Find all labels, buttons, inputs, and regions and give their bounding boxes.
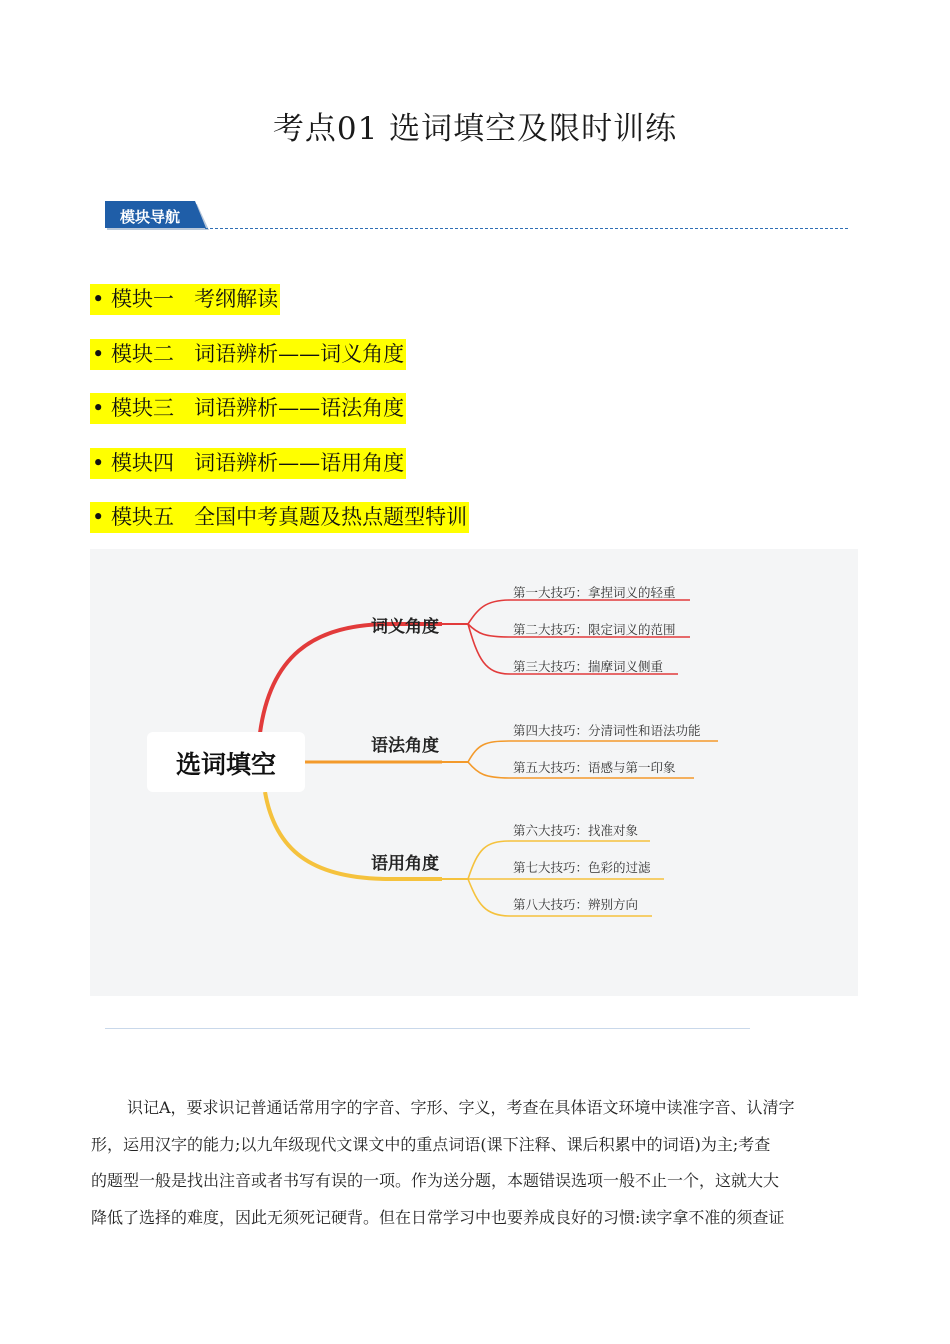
module-item-label: • 模块四 词语辨析——语用角度 (90, 448, 406, 479)
branch-label: 语法角度 (371, 736, 439, 756)
module-item (90, 502, 469, 536)
leaf-label: 第五大技巧：语感与第一印象 (513, 760, 676, 775)
section-nav-tag (105, 200, 205, 230)
leaf-label: 第七大技巧：色彩的过滤 (513, 860, 651, 875)
branch-label: 词义角度 (371, 617, 439, 637)
body-line: 识记A，要求识记普通话常用字的字音、字形、字义，考查在具体语文环境中读准字音、认清字 (127, 1098, 795, 1117)
mind-map-root (147, 732, 305, 792)
section-divider (205, 228, 848, 229)
module-item (90, 284, 469, 318)
mind-map-root-label: 选词填空 (175, 750, 276, 779)
leaf-label: 第二大技巧：限定词义的范围 (513, 622, 676, 637)
section-nav-label: 模块导航 (120, 208, 181, 226)
leaf-label: 第四大技巧：分清词性和语法功能 (513, 723, 701, 738)
module-item-label: • 模块三 词语辨析——语法角度 (90, 393, 406, 424)
body-line: 形，运用汉字的能力;以九年级现代文课文中的重点词语(课下注释、课后积累中的词语)为主;考查 (91, 1134, 771, 1154)
mind-map (90, 549, 858, 996)
content-divider (105, 1028, 750, 1029)
leaf-label: 第三大技巧：揣摩词义侧重 (513, 659, 664, 674)
module-item-label: • 模块二 词语辨析——词义角度 (90, 339, 406, 370)
module-item (90, 339, 469, 373)
module-item (90, 448, 469, 482)
module-item (90, 393, 469, 427)
leaf-label: 第六大技巧：找准对象 (513, 823, 639, 838)
body-paragraph (91, 1090, 859, 1236)
leaf-label: 第一大技巧：拿捏词义的轻重 (513, 585, 676, 600)
leaf-label: 第八大技巧：辨别方向 (513, 897, 639, 912)
module-item-label: • 模块五 全国中考真题及热点题型特训 (90, 502, 469, 533)
body-line: 降低了选择的难度，因此无须死记硬背。但在日常学习中也要养成良好的习惯:读字拿不准的须查证 (91, 1207, 785, 1227)
module-item-label: • 模块一 考纲解读 (90, 284, 280, 315)
body-line: 的题型一般是找出注音或者书写有误的一项。作为送分题，本题错误选项一般不止一个，这就大大 (91, 1171, 780, 1190)
branch-label: 语用角度 (371, 854, 439, 874)
module-list (90, 284, 469, 557)
page-title: 考点01 选词填空及限时训练 (272, 111, 678, 147)
